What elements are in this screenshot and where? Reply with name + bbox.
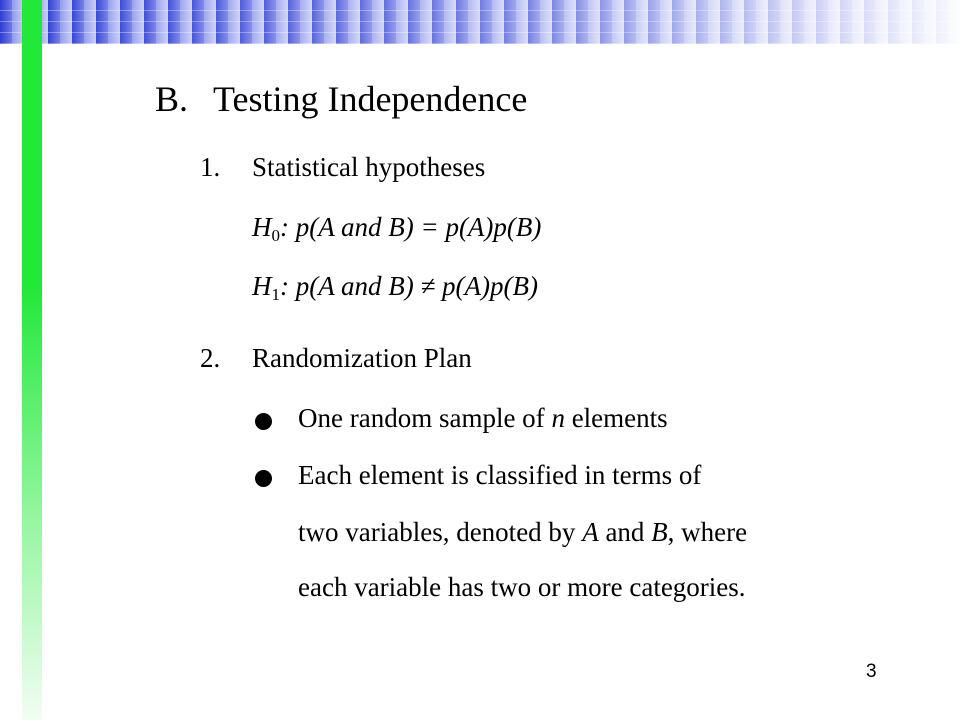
h1-symbol: H bbox=[252, 271, 272, 301]
bullet-dot-icon bbox=[255, 413, 272, 430]
bullet-continuation-line3: each variable has two or more categories. bbox=[298, 572, 746, 602]
null-hypothesis bbox=[252, 212, 541, 243]
h1-subscript: 1 bbox=[271, 285, 280, 304]
slide-title bbox=[155, 78, 527, 120]
variable-n: n bbox=[551, 403, 565, 433]
page-number: 3 bbox=[866, 661, 877, 682]
variable-a: A bbox=[582, 517, 599, 547]
bullet-text-part: elements bbox=[564, 403, 668, 433]
variable-b: B bbox=[651, 517, 668, 547]
item-label: Statistical hypotheses bbox=[252, 152, 486, 182]
item-statistical-hypotheses bbox=[200, 152, 485, 183]
h1-statement: : p(A and B) ≠ p(A)p(B) bbox=[280, 271, 538, 301]
top-band-fade bbox=[0, 0, 960, 44]
bullet-text bbox=[298, 403, 668, 434]
title-text: Testing Independence bbox=[213, 79, 528, 119]
line-part: and bbox=[598, 517, 652, 547]
left-margin bbox=[0, 44, 22, 720]
h0-statement: : p(A and B) = p(A)p(B) bbox=[280, 212, 542, 242]
bullet-text-part: One random sample of bbox=[298, 403, 552, 433]
alternative-hypothesis bbox=[252, 271, 538, 302]
item-number: 2. bbox=[200, 343, 221, 373]
line-part: , where bbox=[667, 517, 748, 547]
section-marker: B. bbox=[155, 79, 189, 119]
bullet-text-line1: Each element is classified in terms of bbox=[298, 460, 702, 490]
h0-subscript: 0 bbox=[271, 226, 280, 245]
line-part: two variables, denoted by bbox=[298, 517, 583, 547]
item-number: 1. bbox=[200, 152, 221, 182]
bullet-dot-icon bbox=[255, 470, 272, 487]
bullet-continuation-line2 bbox=[298, 517, 747, 548]
h0-symbol: H bbox=[252, 212, 272, 242]
item-label: Randomization Plan bbox=[252, 343, 472, 373]
left-decorative-bar bbox=[22, 0, 42, 720]
item-randomization-plan bbox=[200, 343, 472, 374]
